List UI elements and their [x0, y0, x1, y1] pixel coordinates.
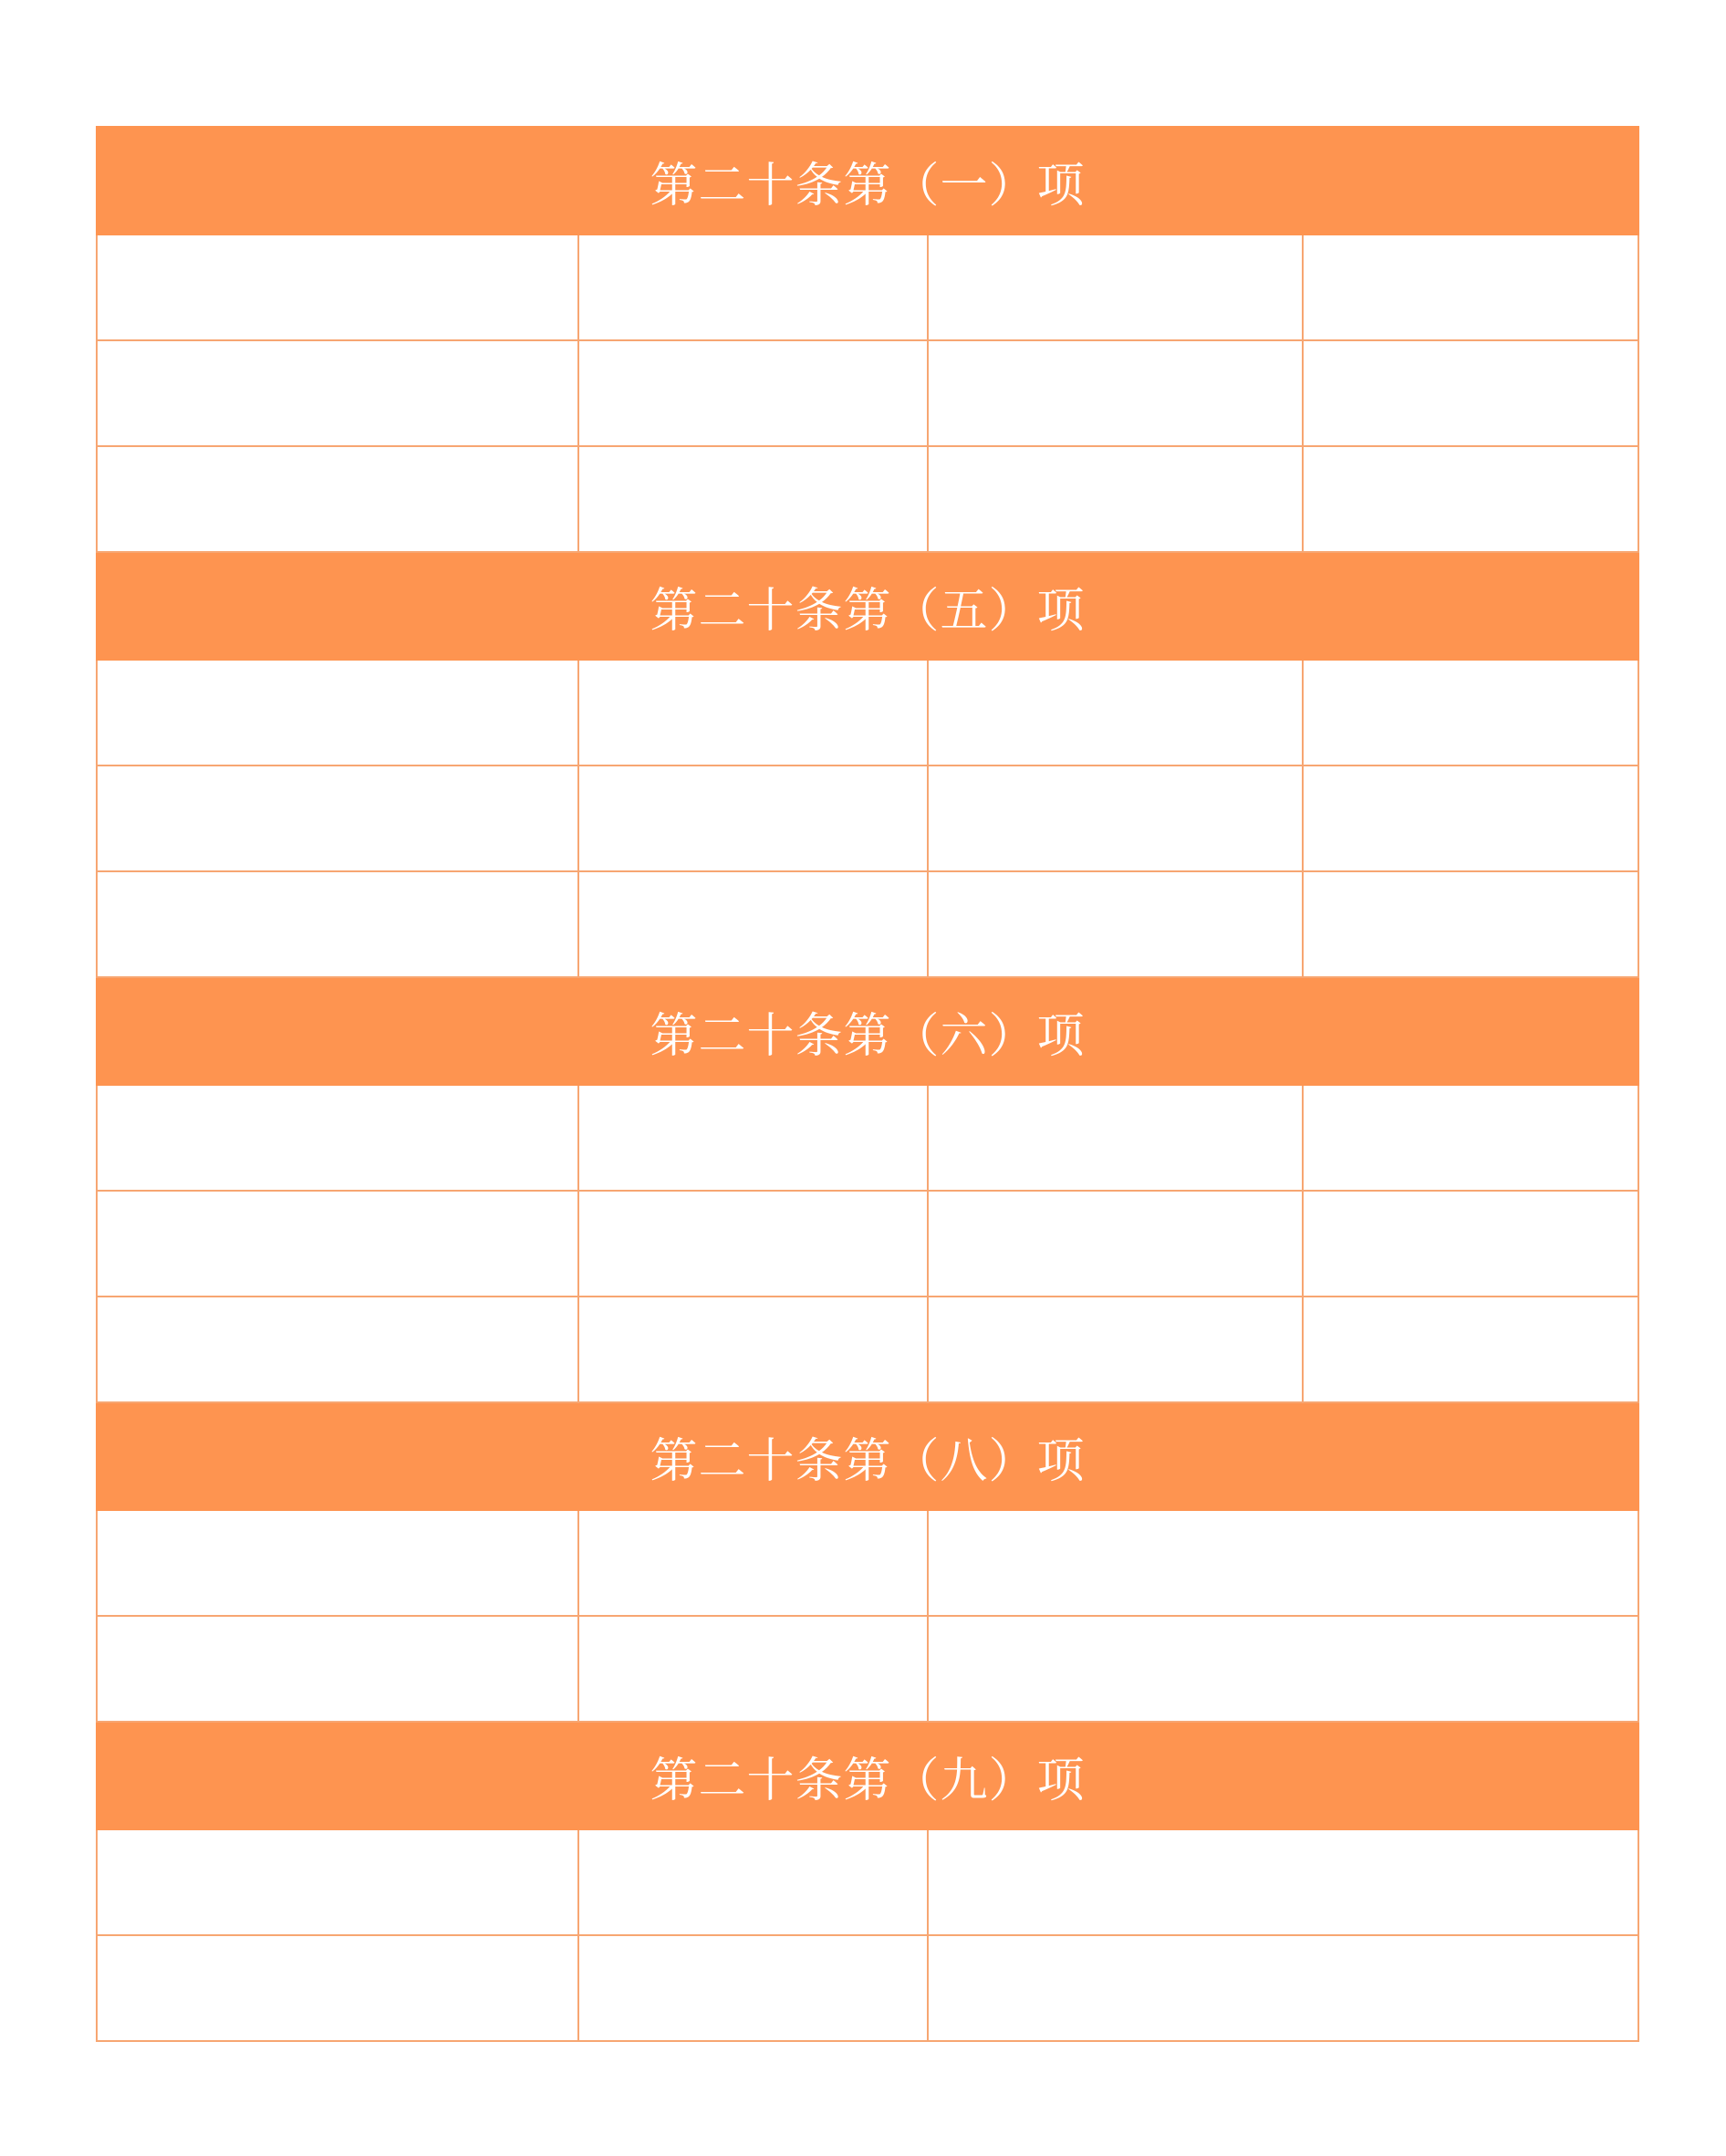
table-cell[interactable] — [1303, 1297, 1638, 1402]
table-cell[interactable] — [1303, 1191, 1638, 1297]
table-cell[interactable] — [928, 234, 1303, 340]
section-title: 第二十条第（八）项 — [97, 1402, 1638, 1510]
table-cell[interactable] — [928, 1191, 1303, 1297]
table-cell[interactable] — [928, 871, 1303, 977]
table-cell[interactable] — [1303, 766, 1638, 871]
table-cell[interactable] — [97, 1085, 578, 1191]
table-cell[interactable] — [578, 871, 928, 977]
table-row — [97, 1191, 1638, 1297]
section-title: 第二十条第（一）项 — [97, 127, 1638, 234]
form-body — [97, 127, 1638, 2041]
table-cell[interactable] — [578, 766, 928, 871]
table-row — [97, 1616, 1638, 1722]
table-row — [97, 1510, 1638, 1616]
table-cell[interactable] — [97, 871, 578, 977]
table-cell[interactable] — [578, 446, 928, 552]
table-cell[interactable] — [1303, 234, 1638, 340]
section-title: 第二十条第（九）项 — [97, 1722, 1638, 1829]
table-cell[interactable] — [578, 1085, 928, 1191]
table-cell-merged[interactable] — [928, 1935, 1638, 2041]
section-header-row — [97, 127, 1638, 234]
table-cell[interactable] — [97, 1616, 578, 1722]
table-cell[interactable] — [578, 1935, 928, 2041]
table-cell[interactable] — [97, 660, 578, 766]
table-cell[interactable] — [97, 766, 578, 871]
table-cell[interactable] — [578, 340, 928, 446]
table-cell[interactable] — [578, 1829, 928, 1935]
table-row — [97, 1829, 1638, 1935]
table-cell[interactable] — [578, 234, 928, 340]
table-cell[interactable] — [1303, 871, 1638, 977]
table-cell[interactable] — [97, 1935, 578, 2041]
table-row — [97, 340, 1638, 446]
table-cell[interactable] — [578, 1191, 928, 1297]
table-cell[interactable] — [928, 1085, 1303, 1191]
table-cell[interactable] — [1303, 660, 1638, 766]
table-cell[interactable] — [928, 1297, 1303, 1402]
table-row — [97, 766, 1638, 871]
table-cell[interactable] — [928, 340, 1303, 446]
section-header-row — [97, 1402, 1638, 1510]
section-title: 第二十条第（五）项 — [97, 552, 1638, 660]
section-header-row — [97, 552, 1638, 660]
table-row — [97, 1935, 1638, 2041]
table-cell[interactable] — [97, 340, 578, 446]
table-cell[interactable] — [578, 1510, 928, 1616]
table-cell[interactable] — [97, 234, 578, 340]
table-cell[interactable] — [97, 1191, 578, 1297]
form-table — [96, 126, 1639, 2042]
table-cell-merged[interactable] — [928, 1510, 1638, 1616]
table-row — [97, 1297, 1638, 1402]
table-cell[interactable] — [97, 1829, 578, 1935]
section-header-row — [97, 977, 1638, 1085]
table-cell[interactable] — [578, 1616, 928, 1722]
table-cell[interactable] — [97, 1297, 578, 1402]
table-cell[interactable] — [1303, 1085, 1638, 1191]
table-cell[interactable] — [928, 446, 1303, 552]
table-cell[interactable] — [97, 446, 578, 552]
table-row — [97, 871, 1638, 977]
table-cell[interactable] — [928, 766, 1303, 871]
table-cell-merged[interactable] — [928, 1616, 1638, 1722]
table-row — [97, 1085, 1638, 1191]
table-row — [97, 660, 1638, 766]
table-cell[interactable] — [578, 660, 928, 766]
table-cell[interactable] — [928, 660, 1303, 766]
section-header-row — [97, 1722, 1638, 1829]
table-cell[interactable] — [578, 1297, 928, 1402]
table-row — [97, 446, 1638, 552]
table-cell[interactable] — [97, 1510, 578, 1616]
table-cell[interactable] — [1303, 446, 1638, 552]
table-row — [97, 234, 1638, 340]
section-title: 第二十条第（六）项 — [97, 977, 1638, 1085]
table-cell-merged[interactable] — [928, 1829, 1638, 1935]
table-cell[interactable] — [1303, 340, 1638, 446]
